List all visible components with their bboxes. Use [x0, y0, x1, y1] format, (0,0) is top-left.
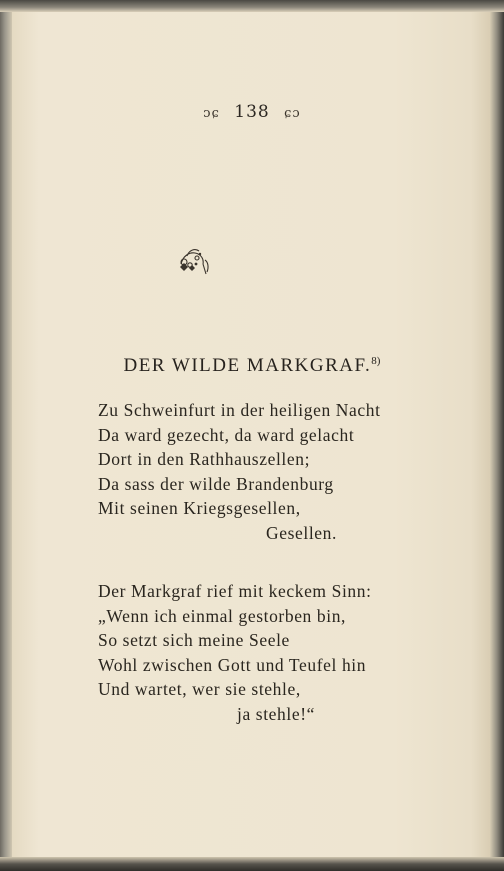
- poem-line: Der Markgraf rief mit keckem Sinn:: [98, 581, 372, 601]
- left-ornament: ᴐɕ: [203, 106, 220, 121]
- poem-refrain: Gesellen.: [266, 522, 337, 543]
- page-right-edge: [490, 0, 504, 871]
- poem-line: Mit seinen Kriegsgesellen,: [98, 498, 301, 519]
- poem-line: Dort in den Rathhauszellen;: [98, 449, 311, 470]
- poem-line: Da sass der wilde Brandenburg: [98, 473, 334, 494]
- page-number: 138: [234, 102, 270, 122]
- poem-line: Wohl zwischen Gott und Teufel hin: [98, 654, 367, 675]
- footnote-reference: 8): [371, 355, 381, 367]
- right-ornament: ɕɔ: [284, 106, 301, 121]
- page-gutter: [0, 0, 12, 871]
- page-bottom-edge: [0, 857, 504, 871]
- poem-line: Da ward gezecht, da ward gelacht: [98, 424, 355, 445]
- poem-title-block: [0, 355, 504, 377]
- poem-line: Und wartet, wer sie stehle,: [98, 679, 301, 700]
- stanza-1: [98, 398, 381, 546]
- poem-line: Zu Schweinfurt in der heiligen Nacht: [98, 400, 381, 420]
- stanza-2: [98, 579, 372, 727]
- page-top-edge: [0, 0, 504, 12]
- poem-line: „Wenn ich einmal gestorben bin,: [98, 605, 347, 626]
- poem-refrain: ja stehle!“: [237, 703, 316, 724]
- poem-line: So setzt sich meine Seele: [98, 630, 290, 651]
- floral-vignette-icon: [175, 242, 211, 276]
- poem-title: DER WILDE MARKGRAF.: [123, 355, 372, 376]
- page-header: [0, 102, 504, 122]
